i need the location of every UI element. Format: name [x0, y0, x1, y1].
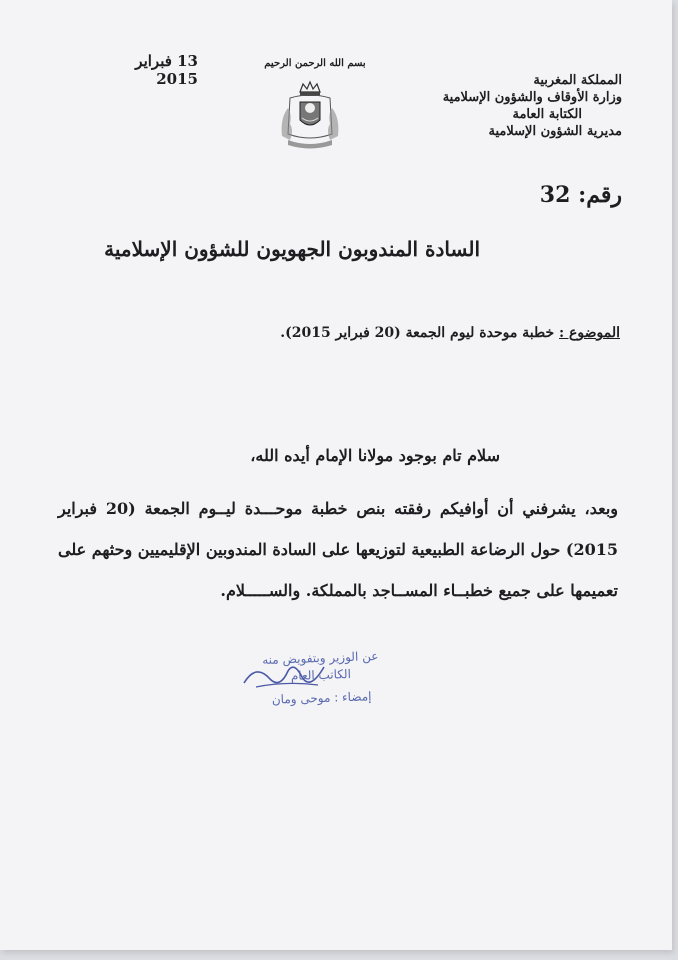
reference-value: 32 — [539, 182, 571, 208]
sender-line: وزارة الأوقاف والشؤون الإسلامية — [442, 90, 622, 105]
reference-label: رقم: — [578, 182, 622, 208]
letter-body: وبعد، يشرفني أن أوافيكم رفقته بنص خطبة موحـــدة ليــوم الجمعة (20 فبراير 2015) حول الرضاعة الطبيعية لتوزيعها على السادة المندوبين الإقليميين وحثهم على تعميمها على جميع خطبــاء المســاجد بالمملكة. والســـــلام. — [58, 499, 618, 600]
basmala: بسم الله الرحمن الرحيم — [264, 58, 366, 69]
subject-label: الموضوع : — [559, 325, 620, 341]
stamp-line: عن الوزير وبتفويض منه — [261, 648, 379, 668]
subject-line — [220, 325, 620, 341]
stamp-line: إمضاء : موحى ومان — [271, 689, 372, 707]
coat-of-arms-icon — [276, 78, 344, 150]
recipients: السادة المندوبون الجهويون للشؤون الإسلامية — [104, 237, 480, 261]
sender-line: الكتابة العامة — [512, 107, 582, 122]
sender-block — [420, 72, 622, 140]
stamp-line: الكاتب العام — [290, 666, 352, 684]
letter-date: 13 فبراير 2015 — [135, 52, 198, 88]
reference-number — [470, 182, 622, 208]
signature-icon — [236, 653, 336, 697]
greeting: سلام تام بوجود مولانا الإمام أيده الله، — [250, 446, 500, 465]
sender-line: مديرية الشؤون الإسلامية — [488, 124, 622, 139]
sender-line: المملكة المغربية — [533, 73, 622, 88]
subject-text: خطبة موحدة ليوم الجمعة (20 فبراير 2015). — [280, 325, 555, 341]
